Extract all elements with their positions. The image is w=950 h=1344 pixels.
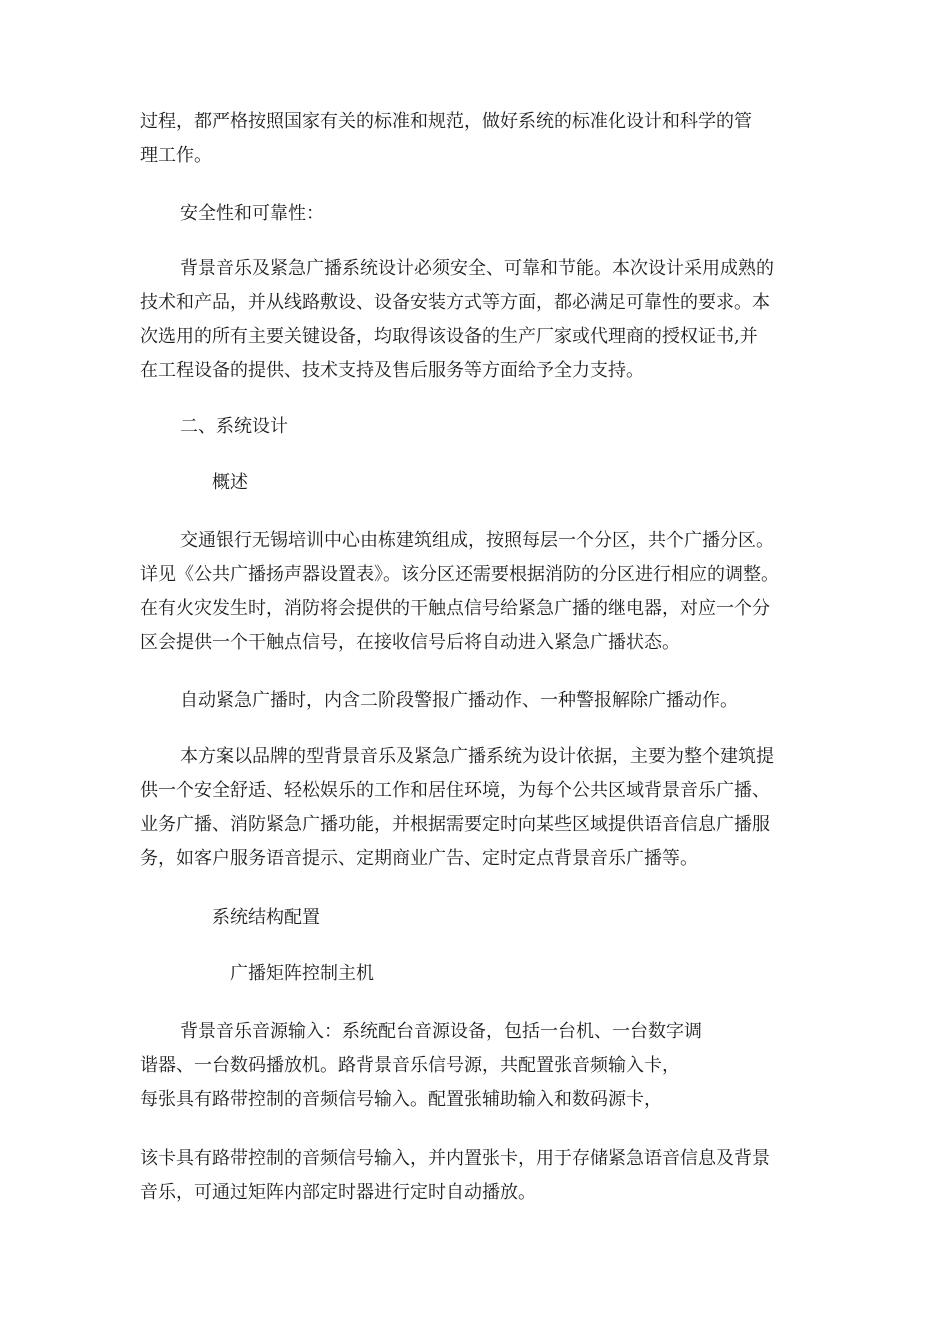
text-line: 技术和产品，并从线路敷设、设备安装方式等方面，都必满足可靠性的要求。本 — [140, 292, 770, 313]
text-line: 背景音乐音源输入：系统配台音源设备，包括一台机、一台数字调 — [180, 1021, 702, 1042]
text-line: 背景音乐及紧急广播系统设计必须安全、可靠和节能。本次设计采用成熟的 — [180, 258, 774, 279]
text-line: 区会提供一个干触点信号，在接收信号后将自动进入紧急广播状态。 — [140, 632, 680, 653]
heading-overview — [140, 466, 820, 500]
heading-text: 二、系统设计 — [180, 416, 288, 437]
paragraph-overview — [140, 524, 820, 660]
text-line: 理工作。 — [140, 145, 212, 166]
text-line: 每张具有路带控制的音频信号输入。配置张辅助输入和数码源卡， — [140, 1089, 662, 1110]
text-line: 供一个安全舒适、轻松娱乐的工作和居住环境，为每个公共区域背景音乐广播、 — [140, 780, 770, 801]
heading-matrix-host — [140, 957, 820, 991]
text-line: 在工程设备的提供、技术支持及售后服务等方面给予全力支持。 — [140, 360, 644, 381]
text-line: 音乐，可通过矩阵内部定时器进行定时自动播放。 — [140, 1182, 536, 1203]
paragraph-reliability — [140, 252, 820, 388]
text-line: 该卡具有路带控制的音频信号输入，并内置张卡，用于存储紧急语音信息及背景 — [140, 1148, 770, 1169]
text-line: 次选用的所有主要关键设备，均取得该设备的生产厂家或代理商的授权证书,并 — [140, 326, 758, 347]
heading-text: 系统结构配置 — [212, 907, 320, 928]
heading-system-design — [140, 410, 820, 444]
paragraph-standards — [140, 105, 820, 173]
text-line: 交通银行无锡培训中心由栋建筑组成，按照每层一个分区，共个广播分区。 — [180, 530, 774, 551]
paragraph-music-input — [140, 1015, 820, 1117]
text-line: 过程，都严格按照国家有关的标准和规范，做好系统的标准化设计和科学的管 — [140, 111, 752, 132]
text-line: 务，如客户服务语音提示、定期商业广告、定时定点背景音乐广播等。 — [140, 848, 698, 869]
heading-text: 安全性和可靠性： — [180, 203, 324, 224]
heading-text: 概述 — [212, 472, 248, 493]
text-line: 本方案以品牌的型背景音乐及紧急广播系统为设计依据，主要为整个建筑提 — [180, 746, 774, 767]
paragraph-card-storage — [140, 1142, 820, 1210]
text-line: 业务广播、消防紧急广播功能，并根据需要定时向某些区域提供语音信息广播服 — [140, 814, 770, 835]
heading-security-reliability — [140, 197, 820, 231]
text-line: 自动紧急广播时，内含二阶段警报广播动作、一种警报解除广播动作。 — [180, 690, 738, 711]
text-line: 详见《公共广播扬声器设置表》。该分区还需要根据消防的分区进行相应的调整。 — [140, 564, 779, 585]
paragraph-design-basis — [140, 740, 820, 876]
text-line: 在有火灾发生时，消防将会提供的干触点信号给紧急广播的继电器，对应一个分 — [140, 598, 770, 619]
paragraph-auto-broadcast — [140, 684, 820, 718]
heading-text: 广播矩阵控制主机 — [230, 963, 374, 984]
text-line: 谐器、一台数码播放机。路背景音乐信号源，共配置张音频输入卡， — [140, 1055, 680, 1076]
heading-system-structure — [140, 901, 820, 935]
